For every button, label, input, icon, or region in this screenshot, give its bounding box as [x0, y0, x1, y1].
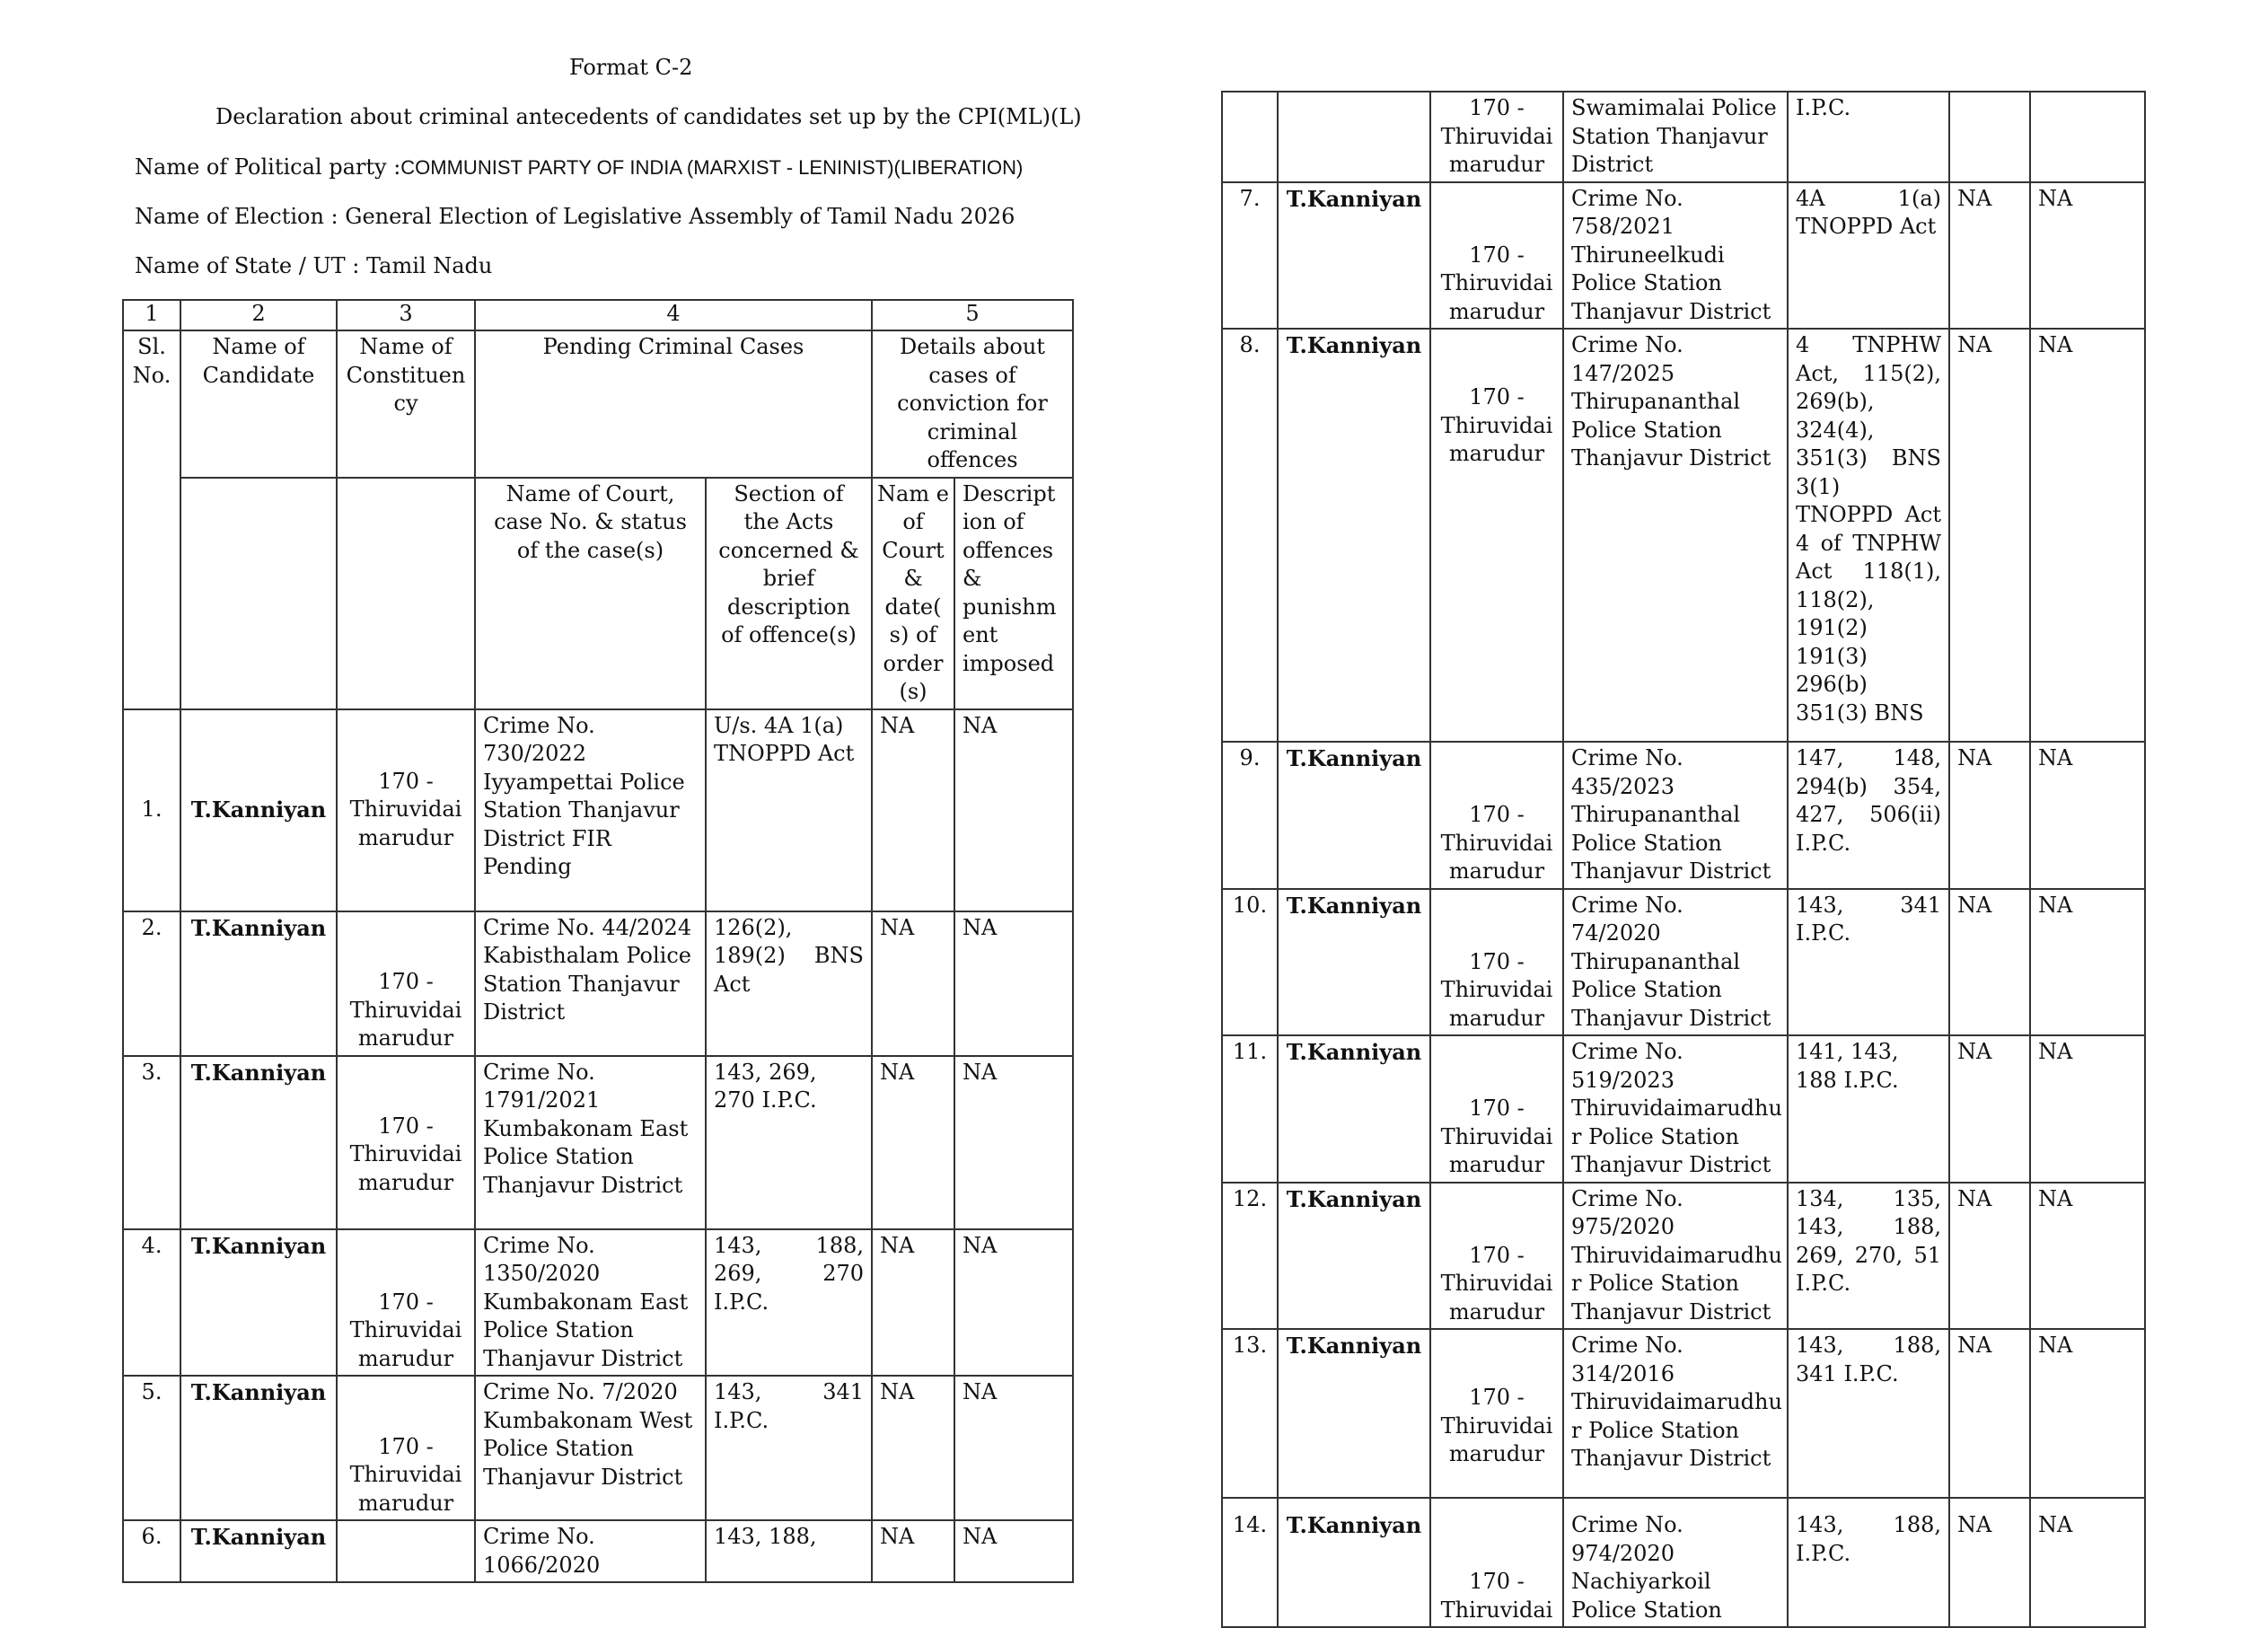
row-constituency: 170 - Thiruvidai marudur: [337, 1056, 475, 1229]
row-description: NA: [2030, 1183, 2145, 1330]
format-title: Format C-2: [569, 55, 693, 80]
row-description: NA: [954, 1376, 1073, 1520]
table-row: [123, 709, 1073, 911]
row-court-date: NA: [1949, 1035, 2030, 1183]
row-description: NA: [2030, 329, 2145, 742]
row-court-case: Crime No. 975/2020 Thiruvidaimarudhu r Police Station Thanjavur District: [1563, 1183, 1788, 1330]
row-candidate: T.Kanniyan: [180, 1376, 337, 1520]
row-sl: 9.: [1222, 742, 1278, 889]
row-court-date: NA: [1949, 1498, 2030, 1627]
row-court-case: Crime No. 1066/2020: [475, 1520, 706, 1582]
col-number-3: 3: [337, 300, 475, 330]
row-candidate: T.Kanniyan: [1278, 889, 1430, 1036]
row-court-date: NA: [872, 1520, 954, 1582]
column-number-row: [123, 300, 1073, 330]
row-description: NA: [954, 1229, 1073, 1377]
row-constituency: 170 - Thiruvidai marudur: [337, 1376, 475, 1520]
table-row: [123, 1520, 1073, 1582]
party-line: [135, 154, 1023, 181]
row-court-date: NA: [1949, 889, 2030, 1036]
row-candidate: T.Kanniyan: [1278, 1498, 1430, 1627]
row-description: NA: [2030, 742, 2145, 889]
row-section: 143, 269, 270 I.P.C.: [706, 1056, 872, 1229]
row-description: NA: [954, 709, 1073, 911]
row-constituency: 170 - Thiruvidai marudur: [337, 911, 475, 1056]
row-candidate: T.Kanniyan: [1278, 742, 1430, 889]
table-row: [1222, 1183, 2145, 1330]
col-number-5: 5: [872, 300, 1073, 330]
state-line: Name of State / UT : Tamil Nadu: [135, 253, 493, 278]
row-court-case: Swamimalai Police Station Thanjavur District: [1563, 92, 1788, 182]
row-description: [2030, 92, 2145, 182]
row-description: NA: [2030, 1035, 2145, 1183]
row-court-case: Crime No. 1350/2020 Kumbakonam East Police Station Thanjavur District: [475, 1229, 706, 1377]
table-row: [1222, 1498, 2145, 1627]
row-court-date: NA: [872, 1229, 954, 1377]
row-section: 134, 135, 143, 188, 269, 270, 51 I.P.C.: [1788, 1183, 1949, 1330]
row-court-case: Crime No. 730/2022 Iyyampettai Police Station Thanjavur District FIR Pending: [475, 709, 706, 911]
row-sl: [1222, 92, 1278, 182]
header-candidate: Name of Candidate: [180, 330, 337, 478]
table-row: [123, 1056, 1073, 1229]
row-court-case: Crime No. 44/2024 Kabisthalam Police Station Thanjavur District: [475, 911, 706, 1056]
row-court-date: NA: [1949, 742, 2030, 889]
row-sl: 11.: [1222, 1035, 1278, 1183]
row-candidate: [1278, 92, 1430, 182]
row-sl: 5.: [123, 1376, 180, 1520]
row-section: 141, 143, 188 I.P.C.: [1788, 1035, 1949, 1183]
row-court-date: NA: [1949, 182, 2030, 330]
row-constituency: 170 - Thiruvidai marudur: [1430, 182, 1563, 330]
row-sl: 14.: [1222, 1498, 1278, 1627]
row-description: NA: [2030, 182, 2145, 330]
row-section: 4 TNPHW Act, 115(2), 269(b), 324(4), 351(3) BNS 3(1) TNOPPD Act 4 of TNPHW Act 118(1), 118(2), 191(2) 191(3) 296(b) 351(3) BNS: [1788, 329, 1949, 742]
row-court-case: Crime No. 7/2020 Kumbakonam West Police Station Thanjavur District: [475, 1376, 706, 1520]
row-court-case: Crime No. 519/2023 Thiruvidaimarudhu r Police Station Thanjavur District: [1563, 1035, 1788, 1183]
row-court-case: Crime No. 314/2016 Thiruvidaimarudhu r Police Station Thanjavur District: [1563, 1329, 1788, 1498]
row-constituency: 170 - Thiruvidai marudur: [1430, 1183, 1563, 1330]
table-row: [1222, 92, 2145, 182]
row-constituency: 170 - Thiruvidai marudur: [1430, 329, 1563, 742]
row-sl: 4.: [123, 1229, 180, 1377]
row-constituency: 170 - Thiruvidai marudur: [1430, 742, 1563, 889]
row-court-date: NA: [872, 1056, 954, 1229]
subheader-section: Section of the Acts concerned & brief description of offence(s): [706, 478, 872, 709]
row-section: 147, 148, 294(b) 354, 427, 506(ii) I.P.C.: [1788, 742, 1949, 889]
row-sl: 3.: [123, 1056, 180, 1229]
declaration-title: Declaration about criminal antecedents of candidates set up by the CPI(ML)(L): [215, 104, 1082, 129]
row-constituency: 170 - Thiruvidai marudur: [1430, 889, 1563, 1036]
row-court-date: NA: [872, 1376, 954, 1520]
row-section: 143, 188, 269, 270 I.P.C.: [706, 1229, 872, 1377]
row-constituency: 170 - Thiruvidai: [1430, 1498, 1563, 1627]
row-section: I.P.C.: [1788, 92, 1949, 182]
party-value: COMMUNIST PARTY OF INDIA (MARXIST - LENINIST)(LIBERATION): [400, 156, 1024, 179]
row-section: 126(2), 189(2) BNS Act: [706, 911, 872, 1056]
row-section: U/s. 4A 1(a) TNOPPD Act: [706, 709, 872, 911]
table-row: [1222, 1329, 2145, 1498]
election-line: Name of Election : General Election of Legislative Assembly of Tamil Nadu 2026: [135, 204, 1015, 229]
row-candidate: T.Kanniyan: [180, 709, 337, 911]
subheader-row: [123, 478, 1073, 709]
table-row: [1222, 329, 2145, 742]
row-court-case: Crime No. 147/2025 Thirupananthal Police Station Thanjavur District: [1563, 329, 1788, 742]
row-sl: 7.: [1222, 182, 1278, 330]
row-description: NA: [954, 1056, 1073, 1229]
criminal-cases-table: [122, 299, 1074, 1583]
row-description: NA: [954, 1520, 1073, 1582]
table-row: [123, 1376, 1073, 1520]
row-court-case: Crime No. 974/2020 Nachiyarkoil Police Station: [1563, 1498, 1788, 1627]
row-constituency: 170 - Thiruvidai marudur: [1430, 92, 1563, 182]
table-row: [1222, 889, 2145, 1036]
row-candidate: T.Kanniyan: [1278, 182, 1430, 330]
row-court-date: NA: [872, 911, 954, 1056]
header-sl-no: Sl. No.: [123, 330, 180, 709]
party-label: Name of Political party :: [135, 154, 401, 180]
row-description: NA: [2030, 889, 2145, 1036]
table-row: [123, 1229, 1073, 1377]
header-constituency: Name of Constituen cy: [337, 330, 475, 478]
header-pending-cases: Pending Criminal Cases: [475, 330, 872, 478]
row-candidate: T.Kanniyan: [180, 1229, 337, 1377]
row-sl: 13.: [1222, 1329, 1278, 1498]
subheader-empty-constituency: [337, 478, 475, 709]
row-court-case: Crime No. 435/2023 Thirupananthal Police Station Thanjavur District: [1563, 742, 1788, 889]
table-row: [1222, 1035, 2145, 1183]
row-court-date: NA: [872, 709, 954, 911]
row-court-case: Crime No. 74/2020 Thirupananthal Police Station Thanjavur District: [1563, 889, 1788, 1036]
criminal-cases-table-continued: [1221, 91, 2146, 1628]
table-row: [1222, 182, 2145, 330]
row-section: 143, 188, I.P.C.: [1788, 1498, 1949, 1627]
header-row: [123, 330, 1073, 478]
subheader-empty-candidate: [180, 478, 337, 709]
row-description: NA: [2030, 1329, 2145, 1498]
row-court-date: [1949, 92, 2030, 182]
subheader-description: Descript ion of offences & punishm ent imposed: [954, 478, 1073, 709]
row-constituency: [337, 1520, 475, 1582]
subheader-court-date: Nam e of Court & date( s) of order (s): [872, 478, 954, 709]
row-constituency: 170 - Thiruvidai marudur: [337, 709, 475, 911]
row-sl: 6.: [123, 1520, 180, 1582]
row-sl: 10.: [1222, 889, 1278, 1036]
subheader-court-case: Name of Court, case No. & status of the case(s): [475, 478, 706, 709]
row-description: NA: [2030, 1498, 2145, 1627]
col-number-2: 2: [180, 300, 337, 330]
row-court-case: Crime No. 1791/2021 Kumbakonam East Police Station Thanjavur District: [475, 1056, 706, 1229]
row-section: 143, 188,: [706, 1520, 872, 1582]
row-candidate: T.Kanniyan: [1278, 1035, 1430, 1183]
row-court-date: NA: [1949, 1183, 2030, 1330]
row-constituency: 170 - Thiruvidai marudur: [1430, 1329, 1563, 1498]
table-row: [123, 911, 1073, 1056]
row-candidate: T.Kanniyan: [180, 911, 337, 1056]
row-court-date: NA: [1949, 329, 2030, 742]
table-row: [1222, 742, 2145, 889]
col-number-4: 4: [475, 300, 872, 330]
row-candidate: T.Kanniyan: [180, 1056, 337, 1229]
row-sl: 2.: [123, 911, 180, 1056]
row-section: 143, 188, 341 I.P.C.: [1788, 1329, 1949, 1498]
row-section: 143, 341 I.P.C.: [1788, 889, 1949, 1036]
row-section: 143, 341 I.P.C.: [706, 1376, 872, 1520]
row-constituency: 170 - Thiruvidai marudur: [337, 1229, 475, 1377]
row-sl: 8.: [1222, 329, 1278, 742]
row-section: 4A 1(a) TNOPPD Act: [1788, 182, 1949, 330]
row-candidate: T.Kanniyan: [1278, 1183, 1430, 1330]
header-conviction-details: Details about cases of conviction for criminal offences: [872, 330, 1073, 478]
row-court-date: NA: [1949, 1329, 2030, 1498]
row-court-case: Crime No. 758/2021 Thiruneelkudi Police Station Thanjavur District: [1563, 182, 1788, 330]
row-sl: 1.: [123, 709, 180, 911]
row-candidate: T.Kanniyan: [180, 1520, 337, 1582]
row-candidate: T.Kanniyan: [1278, 1329, 1430, 1498]
col-number-1: 1: [123, 300, 180, 330]
row-sl: 12.: [1222, 1183, 1278, 1330]
row-description: NA: [954, 911, 1073, 1056]
row-constituency: 170 - Thiruvidai marudur: [1430, 1035, 1563, 1183]
row-candidate: T.Kanniyan: [1278, 329, 1430, 742]
